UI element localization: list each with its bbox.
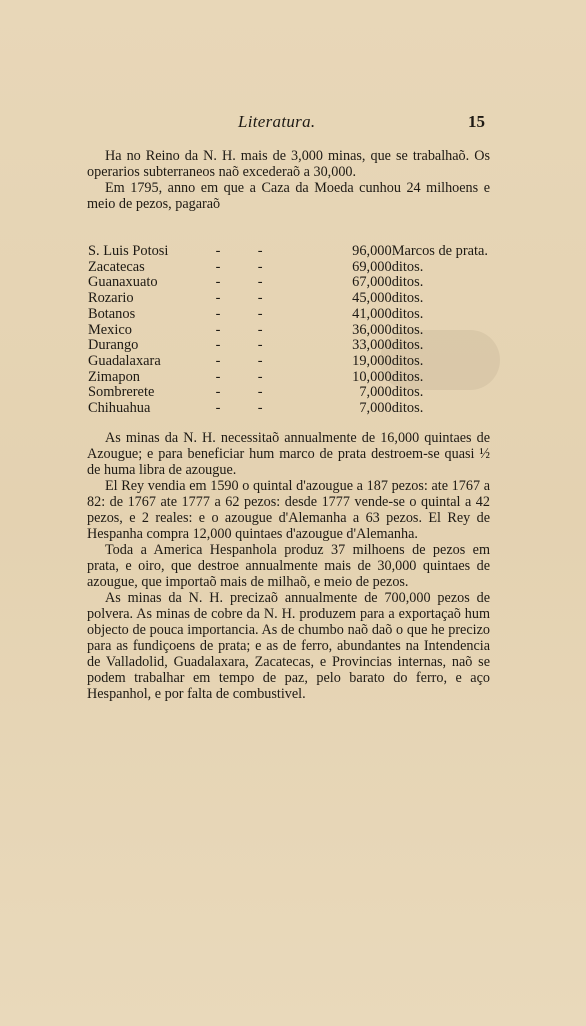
table-row <box>88 275 488 291</box>
table-row <box>88 291 488 307</box>
text-block-bottom <box>87 430 490 702</box>
paragraph-azougue-need: As minas da N. H. necessitaõ annualmente de 16,000 quintaes de Azougue; e para beneficiar hum marco de prata destroem-se quasi ½ de huma libra de azougue. <box>87 430 490 478</box>
leader-dash: - <box>257 305 263 322</box>
quantity-unit: ditos. <box>391 290 424 307</box>
leader-dash: - <box>215 352 221 369</box>
silver-quantity: 36,000 <box>352 321 392 338</box>
paragraph-mines-count: Ha no Reino da N. H. mais de 3,000 minas, que se trabalhaõ. Os operarios subterraneos naõ excederaõ a 30,000. <box>87 148 490 180</box>
silver-quantity: 45,000 <box>352 290 392 307</box>
leader-dash: - <box>215 305 221 322</box>
leader-dash: - <box>257 352 263 369</box>
paragraph-powder-metals: As minas da N. H. precizaõ annualmente de 700,000 pezos de polvera. As minas de cobre da N. H. produzem para a exportaçaõ hum objecto de pouca importancia. As de chumbo naõ daõ o que he precizo para as fundiçoens de prata; e as de ferro, abundantes na Intendencia de Valladolid, Guadalaxara, Zacatecas, e Provincias internas, naõ se podem trabalhar em tempo de paz, pelo barato do ferro, e aço Hespanhol, e por falta de combustivel. <box>87 590 490 702</box>
text-block-top <box>87 148 490 212</box>
mine-name: Sombrerete <box>88 384 155 401</box>
mine-name: Zimapon <box>88 368 140 385</box>
quantity-unit: ditos. <box>391 321 424 338</box>
silver-quantity: 96,000 <box>352 243 392 259</box>
leader-dash: - <box>257 274 263 291</box>
silver-production-rows <box>88 244 488 417</box>
leader-dash: - <box>257 400 263 417</box>
table-row <box>88 244 488 260</box>
mine-name: Zacatecas <box>88 258 145 275</box>
quantity-unit: ditos. <box>391 352 424 369</box>
mine-name: S. Luis Potosi <box>88 243 169 259</box>
paragraph-spanish-america: Toda a America Hespanhola produz 37 milhoens de pezos em prata, e oiro, que destroe annualmente mais de 30,000 quintaes de azougue, que importaõ mais de milhaõ, e meio de pezos. <box>87 542 490 590</box>
table-row <box>88 260 488 276</box>
mine-name: Rozario <box>88 290 134 307</box>
leader-dash: - <box>257 258 263 275</box>
paragraph-mint-1795: Em 1795, anno em que a Caza da Moeda cunhou 24 milhoens e meio de pezos, pagaraõ <box>87 180 490 212</box>
quantity-unit: ditos. <box>391 400 424 417</box>
mine-name: Botanos <box>88 305 136 322</box>
table-row <box>88 323 488 339</box>
table-row <box>88 338 488 354</box>
leader-dash: - <box>257 321 263 338</box>
mine-name: Mexico <box>88 321 132 338</box>
running-head-title: Literatura. <box>238 112 316 131</box>
leader-dash: - <box>215 290 221 307</box>
leader-dash: - <box>215 337 221 354</box>
mine-name: Guadalaxara <box>88 352 161 369</box>
leader-dash: - <box>215 321 221 338</box>
table-row <box>88 385 488 401</box>
silver-quantity: 69,000 <box>352 258 392 275</box>
leader-dash: - <box>215 400 221 417</box>
quantity-unit: ditos. <box>391 368 424 385</box>
paragraph-azougue-prices: El Rey vendia em 1590 o quintal d'azougue a 187 pezos: ate 1767 a 82: de 1767 ate 1777 a 62 pezos: desde 1777 vende-se o quintal a 42 pezos, e 2 reales: e o azougue d'Alemanha a 63 pezos. El Rey de Hespanha compra 12,000 quintaes d'azougue d'Alemanha. <box>87 478 490 542</box>
leader-dash: - <box>215 274 221 291</box>
silver-quantity: 41,000 <box>352 305 392 322</box>
silver-quantity: 33,000 <box>352 337 392 354</box>
leader-dash: - <box>215 384 221 401</box>
running-head <box>0 112 586 132</box>
table-row <box>88 370 488 386</box>
quantity-unit: ditos. <box>391 258 424 275</box>
silver-production-table <box>88 244 488 417</box>
quantity-unit: ditos. <box>391 274 424 291</box>
quantity-unit: Marcos de prata. <box>391 243 488 259</box>
leader-dash: - <box>257 384 263 401</box>
leader-dash: - <box>215 243 221 259</box>
quantity-unit: ditos. <box>391 337 424 354</box>
page-number: 15 <box>468 112 485 131</box>
leader-dash: - <box>257 337 263 354</box>
silver-quantity: 7,000 <box>359 400 392 417</box>
mine-name: Chihuahua <box>88 400 151 417</box>
quantity-unit: ditos. <box>391 305 424 322</box>
silver-quantity: 10,000 <box>352 368 392 385</box>
quantity-unit: ditos. <box>391 384 424 401</box>
leader-dash: - <box>257 290 263 307</box>
table-row <box>88 307 488 323</box>
table-row <box>88 354 488 370</box>
leader-dash: - <box>215 258 221 275</box>
silver-quantity: 67,000 <box>352 274 392 291</box>
table-row <box>88 401 488 417</box>
leader-dash: - <box>257 368 263 385</box>
mine-name: Guanaxuato <box>88 274 158 291</box>
leader-dash: - <box>215 368 221 385</box>
silver-quantity: 7,000 <box>359 384 392 401</box>
leader-dash: - <box>257 243 263 259</box>
mine-name: Durango <box>88 337 139 354</box>
silver-quantity: 19,000 <box>352 352 392 369</box>
